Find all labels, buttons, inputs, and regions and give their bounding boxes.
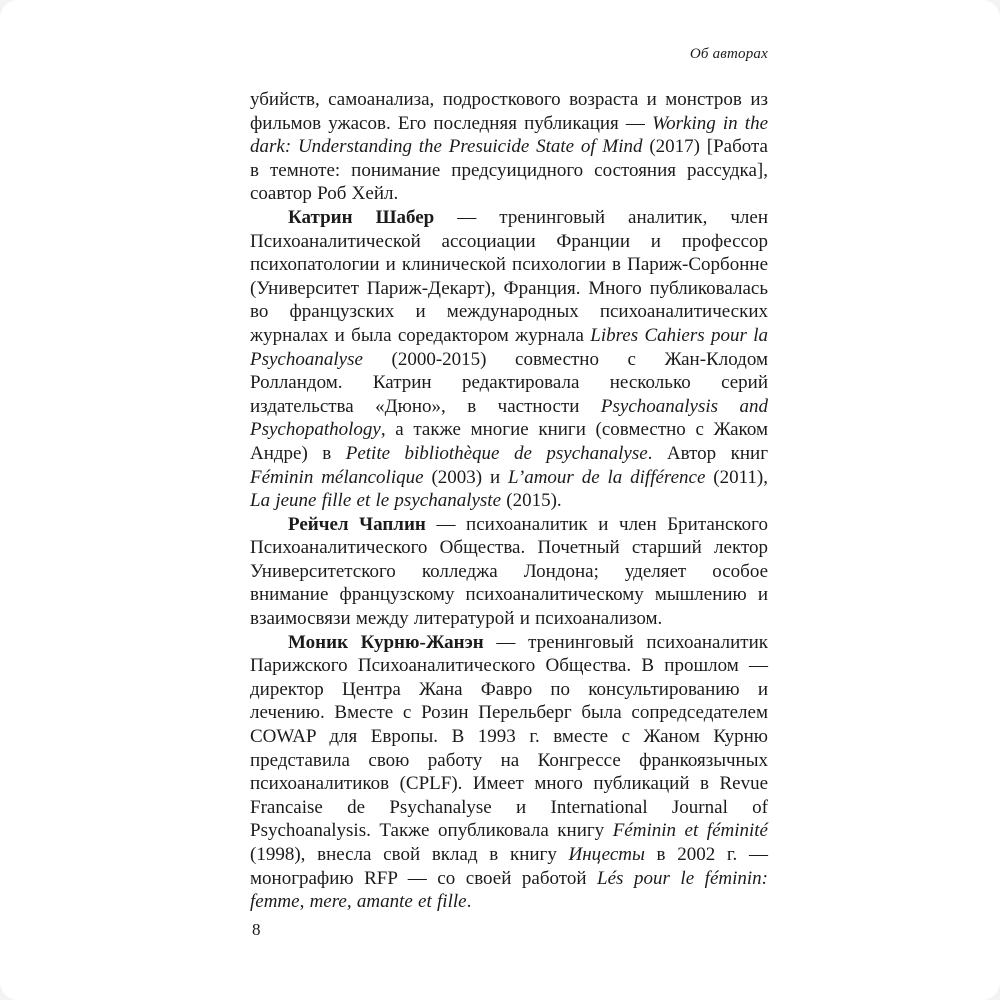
author-name: Рейчел Чаплин	[288, 513, 426, 535]
work-title: La jeune fille et le psychanalyste	[250, 490, 502, 512]
paragraph	[250, 88, 768, 206]
work-title: Féminin et féminité	[612, 820, 768, 842]
body-text: — психоаналитик и член Британского Психоаналитического Общества. Почетный старший лектор Университетского колледжа Лондона; уделяет особое внимание французскому психоаналитическому мышлению и взаимосвязи между литературой и психоанализом.	[250, 513, 768, 630]
work-title: Инцесты	[568, 844, 645, 865]
body-text: убийств, самоанализа, подросткового возраста и монстров из фильмов ужасов. Его последняя публикация —	[250, 89, 768, 134]
work-title: L’amour de la différence	[508, 466, 706, 488]
paragraphs	[250, 88, 768, 914]
paragraph	[250, 631, 768, 914]
body-text: (1998), внесла свой вклад в книгу	[250, 844, 569, 865]
body-text: , а также многие книги (совместно с Жаком Андре) в	[250, 419, 768, 464]
work-title: Working in the dark: Understanding the Presuicide State of Mind	[250, 112, 768, 158]
body-text: (2011),	[705, 466, 768, 488]
work-title: Libres Cahiers pour la Psychoanalyse	[250, 324, 768, 370]
body-text: (2000-2015) совместно с Жан-Клодом Ролландом. Катрин редактировала несколько серий издательства «Дюно», в частности	[250, 348, 768, 417]
body-text: (2015).	[501, 490, 562, 512]
running-header: Об авторах	[689, 46, 768, 62]
body-text: (2003) и	[423, 466, 509, 488]
body-text: в 2002 г. — монографию RFP — со своей работой	[250, 844, 769, 889]
paragraph	[250, 206, 768, 513]
body-text: — тренинговый психоаналитик Парижского Психоаналитического Общества. В прошлом — директор Центра Жана Фавро по консультированию и лечению. Вместе с Розин Перельберг была сопредседателем COWAP для Европы. В 1993 г. вместе с Жаном Курню представила свою работу на Конгрессе франкоязычных психоаналитиков (CPLF). Имеет много публикаций в Revue Francaise de Psychanalyse и International Journal of Psychoanalysis. Также опубликовала книгу	[250, 631, 769, 842]
work-title: Psychoanalysis and Psychopathology	[250, 395, 768, 441]
author-name: Моник Курню-Жанэн	[288, 631, 484, 653]
work-title: Petite bibliothèque de psychanalyse	[345, 442, 648, 464]
paragraph	[250, 513, 768, 631]
work-title: Féminin mélancolique	[250, 466, 424, 488]
work-title: Lés pour le féminin: femme, mere, amante et fille	[250, 867, 768, 913]
body-text: .	[466, 891, 472, 913]
body-text: . Автор книг	[647, 442, 768, 464]
author-name: Катрин Шабер	[288, 206, 435, 228]
body-text: (2017) [Работа в темноте: понимание предсуицидного состояния рассудка], соавтор Роб Хейл.	[250, 136, 768, 205]
page-number: 8	[252, 920, 261, 939]
body-text: — тренинговый аналитик, член Психоаналитической ассоциации Франции и профессор психопатологии и клинической психологии в Париж-Сорбонне (Университет Париж-Декарт), Франция. Много публиковалась во французских и международных психоаналитических журналах и была соредактором журнала	[250, 206, 768, 346]
